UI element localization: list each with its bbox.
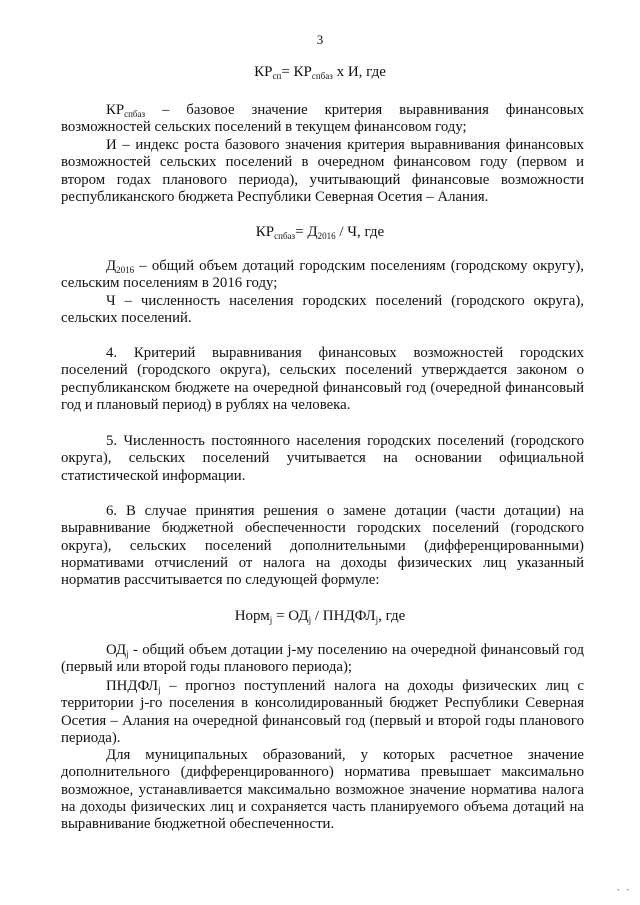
definition-od-j: [61, 642, 584, 677]
formula-norm-j: [60, 608, 580, 625]
definition-subscript: спбаз: [124, 109, 146, 119]
definition-subscript: j: [126, 649, 129, 659]
definition-kr-spbaz: [61, 102, 584, 137]
paragraph-item-4: 4. Критерий выравнивания финансовых возможностей городских поселений (городского округа), сельских поселений утверждается законом о республиканском бюджете на очередной финансовый год (очередной финансовый год и плановый период) в рублях на человека.: [61, 345, 584, 413]
formula-subscript: 2016: [317, 231, 336, 241]
formula-term: = Д: [295, 224, 318, 240]
formula-subscript: спбаз: [274, 231, 296, 241]
formula-subscript: j: [269, 615, 273, 625]
formula-subscript: j: [375, 615, 379, 625]
definition-term: Д: [106, 258, 117, 274]
formula-term: КР: [254, 64, 273, 80]
paragraph-item-6: 6. В случае принятия решения о замене дотации (части дотации) на выравнивание бюджетной обеспеченности городских поселений (городского округа), сельских поселений дополнительными (дифференцированными) нормативами отчислений от налога на доходы физических лиц указанный норматив рассчитывается по следующей формуле:: [61, 503, 584, 589]
definition-text: – прогноз поступлений налога на доходы физических лиц с территории j-го поселения в консолидированный бюджет Республики Северная Осетия – Алания на очередной финансовый год (первый и второй годы планового периода).: [61, 678, 584, 746]
corner-mark: - -: [617, 884, 632, 894]
formula-kr-sp: [60, 64, 580, 81]
formula-subscript: сп: [272, 71, 282, 81]
definition-term: ОД: [106, 642, 127, 658]
formula-term: КР: [255, 224, 275, 240]
formula-term: = КР: [281, 64, 312, 80]
formula-term: , где: [378, 608, 406, 624]
definition-ch: Ч – численность населения городских поселений (городского округа), сельских поселений.: [61, 293, 584, 327]
formula-term: Норм: [234, 608, 270, 624]
definition-d2016: [61, 258, 584, 293]
definition-text: – общий объем дотаций городским поселениям (городскому округу), сельским поселениям в 2016 году;: [61, 258, 584, 292]
formula-term: / Ч, где: [335, 224, 385, 240]
formula-kr-spbaz: [60, 224, 580, 241]
definition-pndfl-j: [61, 678, 584, 747]
paragraph-final: Для муниципальных образований, у которых расчетное значение дополнительного (дифференцированного) норматива превышает максимально возможное, устанавливается максимально возможное значение норматива налога на доходы физических лиц и сохраняется часть планируемого объема дотаций на выравнивание бюджетной обеспеченности.: [61, 747, 584, 833]
definition-subscript: 2016: [116, 265, 135, 275]
definition-term: ПНДФЛ: [106, 678, 159, 694]
definition-term: КР: [106, 102, 125, 118]
formula-term: х И, где: [332, 64, 386, 80]
definition-text: - общий объем дотации j-му поселению на очередной финансовый год (первый или второй годы планового периода);: [61, 642, 584, 676]
definition-text: – базовое значение критерия выравнивания финансовых возможностей сельских поселений в текущем финансовом году;: [61, 102, 584, 136]
definition-i: И – индекс роста базового значения критерия выравнивания финансовых возможностей сельских поселений в очередном финансовом году (первом и втором годах планового периода), учитывающий финансовые возможности республиканского бюджета Республики Северная Осетия – Алания.: [61, 137, 584, 205]
formula-subscript: спбаз: [311, 71, 333, 81]
formula-subscript: j: [308, 615, 312, 625]
formula-term: / ПНДФЛ: [311, 608, 376, 624]
page-number: 3: [316, 32, 324, 47]
formula-term: = ОД: [272, 608, 309, 624]
paragraph-item-5: 5. Численность постоянного населения городских поселений (городского округа), сельских поселений учитывается на основании официальной статистической информации.: [61, 433, 584, 484]
definition-subscript: j: [158, 685, 161, 695]
